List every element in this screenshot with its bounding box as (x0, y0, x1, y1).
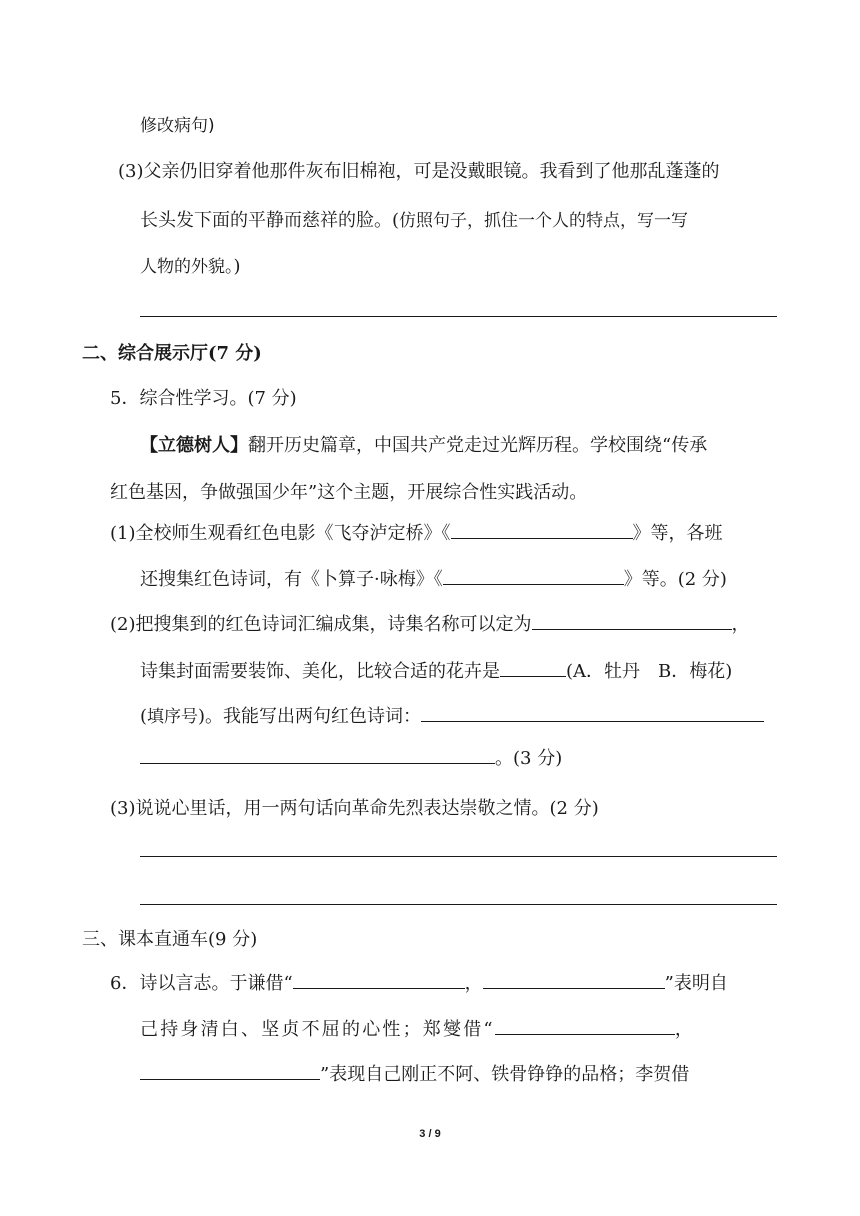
q4-continuation: 修改病句) (140, 116, 215, 136)
blank-collection-name[interactable] (532, 611, 732, 630)
answer-line[interactable] (140, 904, 777, 905)
q5-intro-line1: 【立德树人】翻开历史篇章，中国共产党走过光辉历程。学校围绕“传承 (140, 435, 708, 456)
q4-3-line2: 长头发下面的平静而慈祥的脸。(仿照句子，抓住一个人的特点，写一写 (140, 210, 689, 231)
q5-3: (3)说说心里话，用一两句话向革命先烈表达崇敬之情。(2 分) (110, 798, 599, 819)
q5-1-line1: (1)全校师生观看红色电影《飞夺泸定桥》《 》等，各班 (110, 520, 723, 548)
q5-2-line4: 。(3 分) (140, 745, 562, 773)
blank-yu-2[interactable] (483, 970, 665, 989)
blank-yu-1[interactable] (293, 970, 465, 989)
q5-intro-line2: 红色基因，争做强国少年”这个主题，开展综合性实践活动。 (110, 482, 588, 503)
blank-zheng-2[interactable] (140, 1061, 320, 1080)
blank-poem[interactable] (443, 566, 624, 585)
blank-verse-2[interactable] (140, 745, 495, 764)
q5-heading: 5．综合性学习。(7 分) (110, 388, 297, 409)
blank-flower[interactable] (500, 658, 566, 677)
q4-3-line1: (3)父亲仍旧穿着他那件灰布旧棉袍，可是没戴眼镜。我看到了他那乱蓬蓬的 (118, 161, 720, 182)
q5-1-line2: 还搜集红色诗词，有《卜算子·咏梅》《 》等。(2 分) (140, 566, 727, 594)
q6-line1: 6．诗以言志。于谦借“ ， ”表明自 (110, 970, 728, 998)
q6-line2: 己持身清白、坚贞不屈的心性；郑燮借“ ， (140, 1016, 695, 1044)
section-title: 二、综合展示厅(7 分) (82, 343, 262, 364)
blank-film[interactable] (451, 520, 633, 539)
section-title: 三、课本直通车(9 分) (82, 929, 258, 950)
q5-2-line3: (填序号)。我能写出两句红色诗词： (140, 703, 764, 731)
q4-3-line3: 人物的外貌。) (140, 256, 241, 277)
answer-line[interactable] (140, 316, 777, 317)
page-number: 3 / 9 (419, 1128, 441, 1140)
q5-2-line2: 诗集封面需要装饰、美化，比较合适的花卉是 (A．牡丹 B．梅花) (140, 658, 732, 686)
blank-verse-1[interactable] (421, 703, 764, 722)
answer-line[interactable] (140, 856, 777, 857)
q6-line3: ”表现自己刚正不阿、铁骨铮铮的品格；李贺借 (140, 1061, 689, 1089)
q5-2-line1: (2)把搜集到的红色诗词汇编成集，诗集名称可以定为 ， (110, 611, 750, 639)
blank-zheng-1[interactable] (495, 1016, 675, 1035)
